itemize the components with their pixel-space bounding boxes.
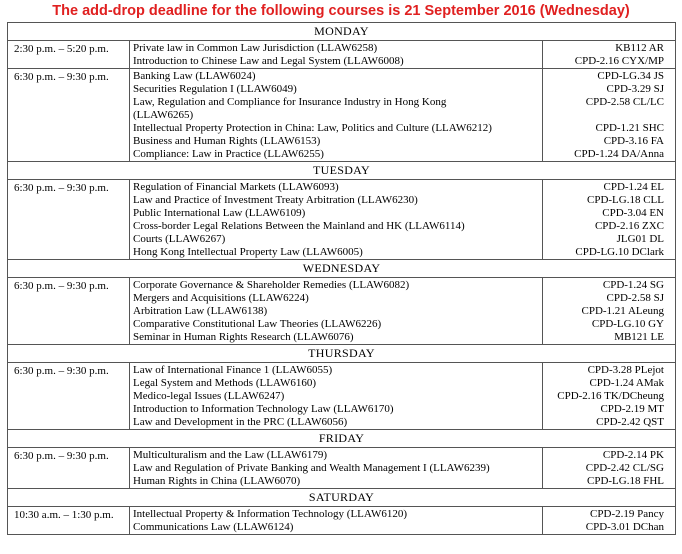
room-instructor (543, 109, 675, 122)
course-name: Law and Regulation of Private Banking and Wealth Management I (LLAW6239) (133, 462, 490, 474)
room-instructor: CPD-2.42 CL/SG (585, 462, 664, 474)
course-name: (LLAW6265) (133, 109, 194, 121)
time-slot-group (8, 69, 675, 162)
course-name: Securities Regulation I (LLAW6049) (133, 83, 297, 95)
room-instructor: CPD-2.16 CYX/MP (574, 55, 664, 67)
room-instructor: CPD-1.24 DA/Anna (574, 148, 664, 160)
room-list (543, 363, 675, 429)
day-header-thursday: THURSDAY (8, 345, 675, 363)
course-name: Law of International Finance 1 (LLAW6055) (133, 364, 333, 376)
page-title: The add-drop deadline for the following courses is 21 September 2016 (Wednesday) (52, 3, 630, 19)
course-name: Hong Kong Intellectual Property Law (LLAW6005) (133, 246, 363, 258)
room-list (543, 69, 675, 161)
room-instructor: JLG01 DL (616, 233, 664, 245)
day-header-monday: MONDAY (8, 23, 675, 41)
time-slot-group (8, 278, 675, 345)
day-header-tuesday: TUESDAY (8, 162, 675, 180)
room-instructor: CPD-2.19 MT (600, 403, 664, 415)
room-list (543, 41, 675, 68)
course-list (130, 180, 543, 259)
room-list (543, 507, 675, 534)
time-slot-group (8, 363, 675, 430)
course-name: Business and Human Rights (LLAW6153) (133, 135, 321, 147)
room-instructor: CPD-LG.34 JS (597, 70, 664, 82)
room-instructor: CPD-2.58 SJ (606, 292, 664, 304)
time-slot: 6:30 p.m. – 9:30 p.m. (8, 278, 130, 344)
course-name: Introduction to Information Technology Law (LLAW6170) (133, 403, 394, 415)
room-instructor: CPD-LG.10 GY (591, 318, 664, 330)
course-name: Law and Practice of Investment Treaty Arbitration (LLAW6230) (133, 194, 418, 206)
room-instructor: KB112 AR (615, 42, 664, 54)
course-list (130, 448, 543, 488)
course-list (130, 69, 543, 161)
room-instructor: CPD-2.16 TK/DCheung (557, 390, 664, 402)
room-instructor: CPD-2.14 PK (602, 449, 664, 461)
course-name: Law, Regulation and Compliance for Insurance Industry in Hong Kong (133, 96, 447, 108)
course-list (130, 507, 543, 534)
time-slot: 6:30 p.m. – 9:30 p.m. (8, 363, 130, 429)
room-instructor: CPD-LG.10 DClark (575, 246, 664, 258)
time-slot-group (8, 448, 675, 489)
room-instructor: MB121 LE (614, 331, 664, 343)
course-timetable (7, 22, 676, 535)
course-name: Corporate Governance & Shareholder Remedies (LLAW6082) (133, 279, 410, 291)
room-instructor: CPD-3.01 DChan (585, 521, 664, 533)
course-name: Compliance: Law in Practice (LLAW6255) (133, 148, 324, 160)
course-name: Cross-border Legal Relations Between the Mainland and HK (LLAW6114) (133, 220, 465, 232)
course-name: Banking Law (LLAW6024) (133, 70, 256, 82)
time-slot-group (8, 180, 675, 260)
course-name: Communications Law (LLAW6124) (133, 521, 294, 533)
course-name: Comparative Constitutional Law Theories (LLAW6226) (133, 318, 382, 330)
course-name: Human Rights in China (LLAW6070) (133, 475, 301, 487)
course-name: Multiculturalism and the Law (LLAW6179) (133, 449, 328, 461)
room-instructor: CPD-3.16 FA (603, 135, 664, 147)
room-instructor: CPD-1.24 EL (603, 181, 664, 193)
course-list (130, 41, 543, 68)
course-name: Legal System and Methods (LLAW6160) (133, 377, 317, 389)
time-slot: 2:30 p.m. – 5:20 p.m. (8, 41, 130, 68)
course-name: Intellectual Property & Information Technology (LLAW6120) (133, 508, 407, 520)
course-name: Medico-legal Issues (LLAW6247) (133, 390, 285, 402)
course-name: Public International Law (LLAW6109) (133, 207, 306, 219)
course-name: Intellectual Property Protection in China: Law, Politics and Culture (LLAW6212) (133, 122, 492, 134)
time-slot: 10:30 a.m. – 1:30 p.m. (8, 507, 130, 534)
course-name: Seminar in Human Rights Research (LLAW6076) (133, 331, 354, 343)
room-instructor: CPD-1.24 SG (602, 279, 664, 291)
course-name: Mergers and Acquisitions (LLAW6224) (133, 292, 309, 304)
day-header-wednesday: WEDNESDAY (8, 260, 675, 278)
room-instructor: CPD-LG.18 CLL (587, 194, 664, 206)
day-header-saturday: SATURDAY (8, 489, 675, 507)
time-slot-group (8, 507, 675, 535)
course-name: Introduction to Chinese Law and Legal System (LLAW6008) (133, 55, 404, 67)
room-instructor: CPD-1.21 ALeung (581, 305, 664, 317)
course-list (130, 278, 543, 344)
room-instructor: CPD-2.19 Pancy (590, 508, 664, 520)
course-list (130, 363, 543, 429)
room-instructor: CPD-2.58 CL/LC (585, 96, 664, 108)
time-slot: 6:30 p.m. – 9:30 p.m. (8, 180, 130, 259)
course-name: Courts (LLAW6267) (133, 233, 226, 245)
room-list (543, 448, 675, 488)
course-name: Law and Development in the PRC (LLAW6056) (133, 416, 348, 428)
room-instructor: CPD-LG.18 FHL (586, 475, 664, 487)
room-instructor: CPD-3.29 SJ (606, 83, 664, 95)
room-instructor: CPD-2.42 QST (596, 416, 664, 428)
room-list (543, 180, 675, 259)
room-instructor: CPD-3.04 EN (602, 207, 664, 219)
room-instructor: CPD-2.16 ZXC (594, 220, 664, 232)
day-header-friday: FRIDAY (8, 430, 675, 448)
room-instructor: CPD-1.21 SHC (595, 122, 664, 134)
time-slot: 6:30 p.m. – 9:30 p.m. (8, 448, 130, 488)
course-name: Regulation of Financial Markets (LLAW6093) (133, 181, 339, 193)
course-name: Private law in Common Law Jurisdiction (LLAW6258) (133, 42, 378, 54)
room-instructor: CPD-3.28 PLejot (587, 364, 664, 376)
room-list (543, 278, 675, 344)
time-slot-group (8, 41, 675, 69)
room-instructor: CPD-1.24 AMak (589, 377, 664, 389)
course-name: Arbitration Law (LLAW6138) (133, 305, 268, 317)
time-slot: 6:30 p.m. – 9:30 p.m. (8, 69, 130, 161)
